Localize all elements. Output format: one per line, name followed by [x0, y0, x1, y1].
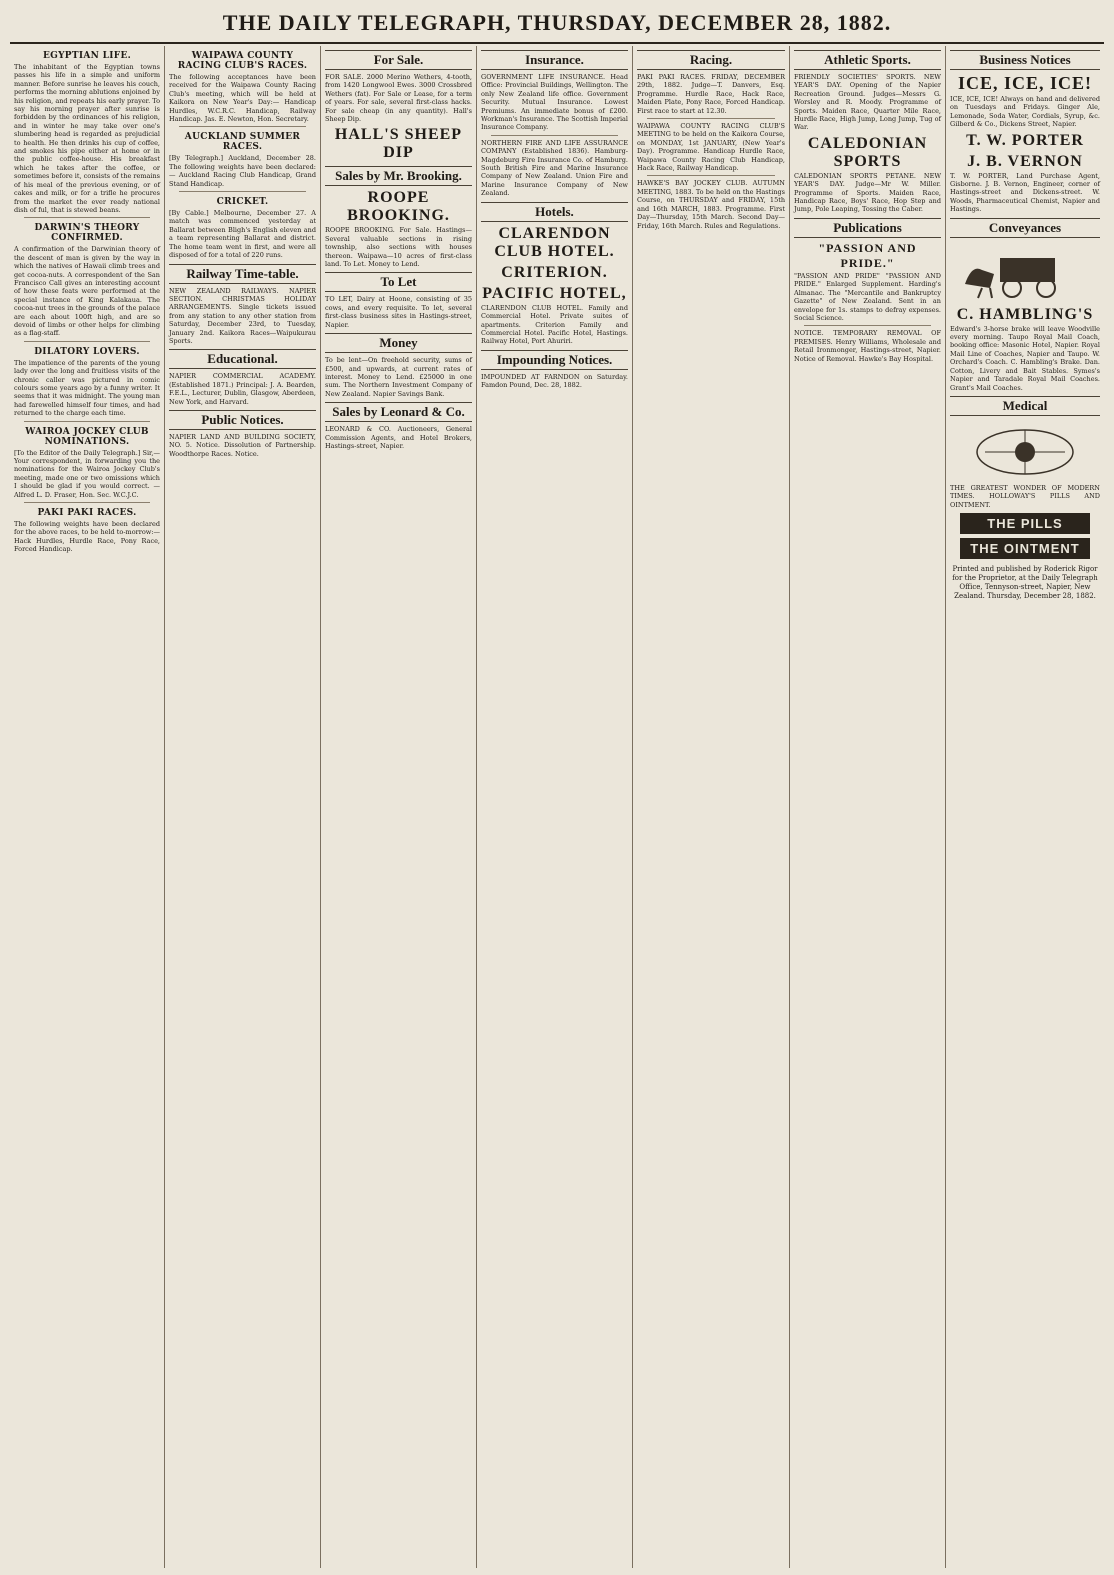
- section-heading: Publications: [794, 218, 941, 238]
- section-heading: To Let: [325, 272, 472, 292]
- article-body: NEW ZEALAND RAILWAYS. NAPIER SECTION. CHRISTMAS HOLIDAY ARRANGEMENTS. Single tickets issued from any station to any other station from Saturday, December 23rd, to Tuesday, January 2nd. Kaikora Races—Waipukurau Sports.: [169, 286, 316, 345]
- section-heading: Public Notices.: [169, 410, 316, 430]
- section-heading: Sales by Leonard & Co.: [325, 402, 472, 422]
- divider: [804, 325, 931, 326]
- article-body: The following acceptances have been received for the Waipawa County Racing Club's meeting, which will be held at Kaikora on New Year's Day:— Handicap Hurdles, W.C.R.C. Handicap, Railway Handicap. Jas. E. Newton, Hon. Secretary.: [169, 73, 316, 124]
- article-body: CLARENDON CLUB HOTEL. Family and Commercial Hotel. Private suites of apartments. Criterion Family and Commercial Hotel. Pacific Hotel, Hastings. Railway Hotel, Port Ahuriri.: [481, 303, 628, 346]
- section-heading: Insurance.: [481, 50, 628, 70]
- column-3: [321, 46, 477, 1568]
- article-body: NAPIER LAND AND BUILDING SOCIETY, NO. 5. Notice. Dissolution of Partnership. Woodthorpe Races. Notice.: [169, 432, 316, 458]
- section-heading: Impounding Notices.: [481, 350, 628, 370]
- divider: [24, 421, 150, 422]
- column-4: [477, 46, 633, 1568]
- article-body: ICE, ICE, ICE! Always on hand and delivered on Tuesdays and Fridays. Ginger Ale, Lemonade, Soda Water, Cordials, Syrup, &c. Gilberd & Co., Dickens Street, Napier.: [950, 95, 1100, 129]
- article-body: [By Cable.] Melbourne, December 27. A match was commenced yesterday at Ballarat between Bligh's English eleven and a team representing Ballarat and district. The home team went in first, and were all disposed of for a total of 220 runs.: [169, 209, 316, 260]
- article-body: [To the Editor of the Daily Telegraph.] Sir,—Your correspondent, in forwarding you the nominations for the Wairoa Jockey Club's meeting, made one or two omissions which I should be glad if you would correct. — Alfred L. D. Fraser, Hon. Sec. W.C.J.C.: [14, 448, 160, 499]
- article-body: LEONARD & CO. Auctioneers, General Commission Agents, and Hotel Brokers, Hastings-street, Napier.: [325, 425, 472, 450]
- divider: [24, 502, 150, 503]
- columns: [10, 46, 1104, 1568]
- article-body: FOR SALE. 2000 Merino Wethers, 4-tooth, from 1420 Longwool Ewes. 3000 Crossbred Wethers (fat). For Sale or Lease, for a term of years. For sale, several first-class hacks. For sale cheap (in any quantity). Hall's Sheep Dip.: [325, 73, 472, 124]
- ad-headline: CLARENDON CLUB HOTEL.: [494, 224, 615, 260]
- ad-headline: ROOPE BROOKING.: [347, 189, 450, 225]
- column-5: [633, 46, 790, 1568]
- column-2: [165, 46, 321, 1568]
- article-body: GOVERNMENT LIFE INSURANCE. Head Office: Provincial Buildings, Wellington. The only New Zealand life office. Government Security. Mutual Insurance. Lowest Premiums. An immediate bonus of £200. Workman's Insurance. The Scottish Imperial Insurance Company.: [481, 73, 628, 132]
- ad-headline: "PASSION AND PRIDE.": [818, 240, 917, 270]
- article-body: FRIENDLY SOCIETIES' SPORTS. NEW YEAR'S DAY. Opening of the Napier Recreation Ground. Judges—Messrs G. Worsley and R. Moody. Programme of Sports. Maiden Race, Quarter Mile Race, Hurdle Race, High Jump, Long Jump, Tug of War.: [794, 73, 941, 132]
- article-body: NORTHERN FIRE AND LIFE ASSURANCE COMPANY (Established 1836). Hamburg-Magdeburg Fire Insurance Co. of Hamburg. South British Fire and Marine Insurance Company of New Zealand. Union Fire and Marine Insurance Company of New Zealand.: [481, 138, 628, 198]
- divider: [647, 175, 775, 176]
- article-body: IMPOUNDED AT FARNDON on Saturday. Famdon Pound, Dec. 28, 1882.: [481, 372, 628, 390]
- imprint: Printed and published by Roderick Rigor for the Proprietor, at the Daily Telegraph Office, Tennyson-street, Napier, New Zealand. Thursday, December 28, 1882.: [952, 565, 1098, 601]
- ad-headline: PACIFIC HOTEL,: [482, 284, 627, 302]
- divider: [179, 191, 306, 192]
- article-body: The inhabitant of the Egyptian towns passes his life in a simple and uniform manner. Before sunrise he leaves his couch, performs the morning ablutions enjoined by his religion, and repeats his early prayer. To say his morning prayer after sunrise is forbidden by the ordinances of his religion, and in winter he may take over one's slumbering head is regarded as prejudicial to health. He then drinks his cup of coffee, and smokes his pipe either at home or in the public coffee-house. His breakfast which he takes after the coffee, or sometimes before it, consists of the remains of his meal of the previous evening, or of cakes and milk, or for a trifle he procures from the market the ever ready national dish of ful, that is stewed beans.: [14, 63, 160, 214]
- article-body: NAPIER COMMERCIAL ACADEMY. (Established 1871.) Principal: J. A. Bearden, F.E.L., Lecturer, Dublin, Glasgow, Aberdeen, New York, and Harvard.: [169, 372, 316, 406]
- article-body: TO LET, Dairy at Hoone, consisting of 35 cows, and every requisite. To let, several first-class business sites in Hastings-street, Napier.: [325, 295, 472, 329]
- coach-illustration: [958, 242, 1092, 302]
- ad-headline: C. HAMBLING'S: [956, 305, 1094, 323]
- article-body: [By Telegraph.] Auckland, December 28. The following weights have been declared:— Auckland Racing Club Handicap, Grand Stand Handicap.: [169, 154, 316, 188]
- divider: [179, 126, 306, 127]
- section-heading: For Sale.: [325, 50, 472, 70]
- section-heading: Sales by Mr. Brooking.: [325, 166, 472, 186]
- section-heading: Athletic Sports.: [794, 50, 941, 70]
- divider: [491, 135, 618, 136]
- section-heading: Medical: [950, 396, 1100, 416]
- column-7: [946, 46, 1104, 1568]
- article-heading: WAIPAWA COUNTY RACING CLUB'S RACES.: [177, 51, 308, 71]
- section-heading: Hotels.: [481, 202, 628, 222]
- ointment-banner: THE OINTMENT: [960, 538, 1090, 559]
- article-body: WAIPAWA COUNTY RACING CLUB'S MEETING to be held on the Kaikora Course, on MONDAY, 1st JANUARY, (New Year's Day). Programme. Handicap Hurdle Race, Waipawa County Racing Club Handicap, Hack Race, Railway Handicap.: [637, 122, 785, 173]
- article-heading: CRICKET.: [216, 197, 269, 208]
- article-body: Edward's 3-horse brake will leave Woodville every morning. Taupo Royal Mail Coach, booking office: Masonic Hotel, Napier. Royal Mail Line of Coaches, Napier and Taupo. W. Orchard's Coach. C. Hambling's Brake. Dan. Cotton, Livery and Bait Stables. Symes's Napier and Taradale Royal Mail Coaches. Grant's Mail Coaches.: [950, 324, 1100, 392]
- divider: [24, 217, 150, 218]
- article-heading: DARWIN'S THEORY CONFIRMED.: [34, 223, 140, 244]
- section-heading: Conveyances: [950, 218, 1100, 238]
- article-body: THE GREATEST WONDER OF MODERN TIMES. HOLLOWAY'S PILLS AND OINTMENT.: [950, 483, 1100, 509]
- article-body: NOTICE. TEMPORARY REMOVAL OF PREMISES. Henry Williams, Wholesale and Retail Ironmonger, Hastings-street, Napier. Notice of Removal. Hawke's Bay Hospital.: [794, 329, 941, 363]
- article-body: CALEDONIAN SPORTS PETANE. NEW YEAR'S DAY. Judge—Mr W. Miller. Programme of Sports. Maiden Race, Handicap Race, Boys' Race, Hop Step and Jump, Pole Leaping, Tossing the Caber.: [794, 171, 941, 214]
- pills-banner: THE PILLS: [960, 513, 1090, 534]
- article-body: The impatience of the parents of the young lady over the long and fruitless visits of the chronic caller was pictured in comic colours some years ago by a funny writer. It seems that it was midnight. The young man had farewelled himself four times, and had returned to the charge each time.: [14, 358, 160, 418]
- column-6: [790, 46, 946, 1568]
- ad-headline: CRITERION.: [501, 263, 608, 281]
- section-heading: Racing.: [637, 50, 785, 70]
- article-body: ROOPE BROOKING. For Sale. Hastings—Several valuable sections in rising township, also sections with houses thereon. Waipawa—10 acres of first-class land. To Let. Money to Lend.: [325, 226, 472, 269]
- article-body: T. W. PORTER, Land Purchase Agent, Gisborne. J. B. Vernon, Engineer, corner of Hastings-street and Dickens-street. W. Woods, Pharmaceutical Chemist, Napier and Hastings.: [950, 171, 1100, 214]
- article-body: PAKI PAKI RACES. FRIDAY, DECEMBER 29th, 1882. Judge—T. Danvers, Esq. Programme. Hurdle Race, Hack Race, Maiden Plate, Pony Race, Forced Handicap. First race to start at 12.30.: [637, 73, 785, 115]
- article-heading: PAKI PAKI RACES.: [37, 508, 137, 519]
- article-heading: DILATORY LOVERS.: [34, 346, 140, 357]
- section-heading: Railway Time-table.: [169, 264, 316, 284]
- section-heading: Educational.: [169, 349, 316, 369]
- section-heading: Money: [325, 333, 472, 353]
- masthead: [10, 6, 1104, 44]
- article-heading: EGYPTIAN LIFE.: [42, 51, 132, 61]
- column-1: [10, 46, 165, 1568]
- article-heading: WAIROA JOCKEY CLUB NOMINATIONS.: [25, 426, 149, 447]
- ad-headline: HALL'S SHEEP DIP: [334, 126, 463, 162]
- page-title: THE DAILY TELEGRAPH, THURSDAY, DECEMBER 28, 1882.: [222, 10, 892, 35]
- ad-headline: ICE, ICE, ICE!: [957, 73, 1093, 93]
- ad-headline: J. B. VERNON: [967, 152, 1083, 170]
- divider: [24, 341, 150, 342]
- section-heading: Business Notices: [950, 50, 1100, 70]
- divider: [647, 118, 775, 119]
- article-body: The following weights have been declared for the above races, to be held to-morrow:— Hack Hurdles, Hurdle Race, Pony Race, Forced Handicap.: [14, 520, 160, 554]
- ad-headline: T. W. PORTER: [966, 131, 1084, 149]
- article-body: "PASSION AND PRIDE" "PASSION AND PRIDE." Enlarged Supplement. Harding's Almanac. The "Mercantile and Bankruptcy Gazette" of New Zealand. Sent in an envelope for 1s. stamps to defray expenses. Social Science.: [794, 271, 941, 322]
- article-body: A confirmation of the Darwinian theory of the descent of man is given by the way in which the natives of Hawaii climb trees and get cocoa-nuts. A correspondent of the San Francisco Call gives an interesting account of how these feats were performed at the special instance of King Kalakaua. The cocoa-nut trees in the grounds of the palace are each about 100ft high, and are so devoid of limbs or other helps for climbing as a flag-staff.: [14, 245, 160, 338]
- ad-headline: CALEDONIAN SPORTS: [807, 134, 928, 170]
- article-heading: AUCKLAND SUMMER RACES.: [184, 132, 301, 153]
- medical-illustration: [958, 420, 1092, 480]
- article-body: HAWKE'S BAY JOCKEY CLUB. AUTUMN MEETING, 1883. To be held on the Hastings Course, on THURSDAY and FRIDAY, 15th and 16th MARCH, 1883. Programme. First Day—Thursday, 15th March. Second Day—Friday, 16th March. Rules and Regulations.: [637, 179, 785, 230]
- article-body: To be lent—On freehold security, sums of £500, and upwards, at current rates of interest. Money to Lend. £25000 in one sum. The Northern Investment Company of New Zealand. Napier Savings Bank.: [325, 356, 472, 398]
